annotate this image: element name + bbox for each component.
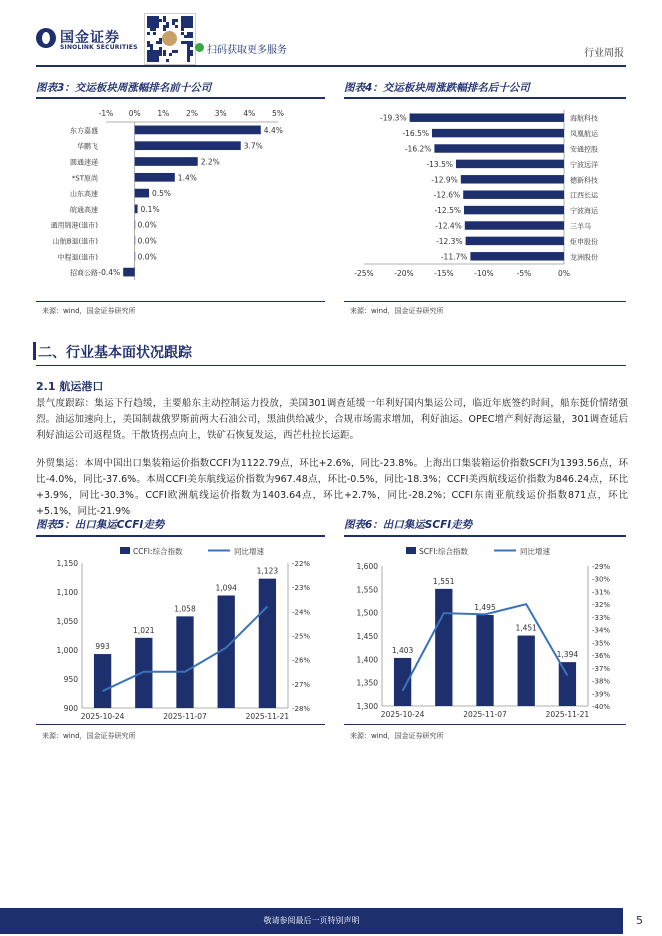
qr-module [169, 53, 172, 56]
x-tick-label: -1% [98, 109, 114, 118]
bar [466, 237, 564, 245]
bar-value-label: 1,495 [474, 603, 496, 612]
left-tick-label: 1,400 [356, 655, 378, 665]
x-tick-label: -15% [434, 269, 454, 278]
section-title: 二、行业基本面状况跟踪 [38, 345, 192, 361]
x-tick-label: -5% [516, 269, 532, 278]
left-tick-label: 1,450 [356, 632, 378, 641]
data-label: 3.7% [243, 141, 263, 151]
right-tick-label: -25% [292, 632, 311, 641]
data-label: -0.4% [98, 268, 121, 278]
category-label: 江西长运 [570, 191, 598, 200]
legend-line-label: 同比增速 [520, 547, 550, 556]
footer-disclaimer[interactable]: 敬请参阅最后一页特别声明 [263, 916, 360, 925]
category-label: 东方嘉盛 [70, 126, 98, 135]
data-label: -12.9% [431, 175, 458, 185]
qr-module [166, 59, 169, 62]
fig3-source: 来源：wind，国金证券研究所 [42, 307, 136, 315]
x-tick-label: 2025-11-07 [163, 712, 207, 721]
x-tick-label: 4% [243, 109, 256, 118]
bar [434, 144, 564, 152]
fig5-bottom-rule [36, 724, 325, 725]
x-tick-label: 2025-10-24 [80, 712, 125, 721]
right-tick-label: -28% [292, 705, 311, 713]
bar [470, 252, 564, 260]
right-tick-label: -33% [592, 613, 611, 622]
data-label: 0.0% [137, 252, 157, 262]
bar-value-label: 1,021 [133, 625, 155, 635]
bar-value-label: 1,094 [215, 583, 237, 593]
category-label: *ST原尚 [71, 174, 98, 183]
data-label: -12.3% [436, 236, 463, 246]
fig5-chart [36, 538, 326, 722]
right-tick-label: -35% [592, 639, 611, 648]
bar [559, 662, 576, 706]
data-label: -19.3% [380, 113, 407, 123]
data-label: 0.5% [152, 189, 172, 199]
bar-value-label: 1,403 [391, 645, 414, 655]
qr-module [175, 25, 178, 28]
right-tick-label: -39% [592, 690, 611, 699]
right-tick-label: -23% [292, 584, 311, 593]
legend-bar-swatch [406, 547, 416, 554]
category-label: 宁波海运 [570, 207, 598, 216]
data-label: -11.7% [440, 252, 468, 262]
x-tick-label: 2025-11-21 [245, 712, 290, 721]
left-tick-label: 1,350 [356, 678, 378, 688]
category-label: 中程退(退市) [57, 253, 98, 262]
x-tick-label: 2025-10-24 [380, 710, 425, 719]
category-label: 德新科技 [570, 176, 598, 185]
data-label: 0.0% [137, 220, 157, 230]
scan-qr-caption: 扫码获取更多服务 [207, 45, 287, 56]
x-tick-label: -25% [354, 269, 374, 278]
qr-module [190, 53, 193, 56]
x-tick-label: 3% [214, 109, 227, 118]
fig3-title: 图表3：交运板块周涨幅排名前十公司 [36, 82, 212, 94]
header-divider [36, 65, 626, 67]
qr-module [175, 19, 178, 22]
fig6-title: 图表6：出口集运SCFI走势 [344, 519, 473, 531]
right-tick-label: -26% [292, 656, 311, 665]
bar [394, 658, 411, 706]
category-label: 山航B退(退市) [52, 237, 98, 246]
paragraph-sentiment: 景气度跟踪：集运下行趋缓，主要船东主动控制运力投放，美国301调查延缓一年利好国内集运公司，临近年底签约时间，船东挺价情绪强烈。油运加速向上，美国制裁俄罗斯前两大石油公司，黑油供给减少，合规市场需求增加，利好油运。OPEC增产利好海运量，301调查延后利好油运公司返程货。干散货拐点向上，铁矿石恢复发运，西芒杜拉长运距。 [36, 398, 628, 441]
bar [176, 616, 193, 708]
right-tick-label: -34% [592, 626, 611, 635]
section-divider [36, 365, 626, 366]
bar-value-label: 1,058 [174, 604, 196, 614]
data-label: -12.6% [433, 190, 461, 200]
right-tick-label: -30% [592, 575, 611, 584]
x-tick-label: -10% [474, 269, 494, 278]
data-label: 1.4% [177, 173, 197, 183]
bar [463, 190, 564, 198]
data-label: 4.4% [263, 125, 283, 135]
bar [456, 160, 564, 168]
data-label: -16.5% [402, 129, 429, 139]
qr-module [147, 32, 150, 35]
qr-module [190, 25, 193, 28]
qr-center-logo-icon [162, 31, 177, 46]
x-tick-label: 1% [157, 109, 170, 118]
left-tick-label: 1,050 [56, 617, 78, 626]
right-tick-label: -22% [292, 560, 311, 568]
left-tick-label: 1,500 [356, 608, 378, 618]
data-label: 0.1% [140, 204, 160, 214]
x-tick-label: 5% [272, 109, 284, 118]
bar [135, 173, 175, 182]
data-label: 0.0% [137, 236, 157, 246]
category-label: 圆通速递 [70, 158, 98, 167]
bar [135, 141, 241, 150]
right-tick-label: -38% [592, 677, 611, 686]
qr-module [156, 59, 159, 62]
bar [476, 615, 493, 706]
category-label: 山东高速 [70, 190, 98, 199]
qr-module [153, 32, 156, 35]
bar [135, 157, 198, 166]
left-tick-label: 950 [63, 675, 78, 684]
right-tick-label: -36% [592, 652, 611, 661]
fig5-title: 图表5：出口集运CCFI走势 [36, 519, 165, 531]
bar [465, 221, 564, 229]
report-type-label: 行业周报 [584, 48, 624, 59]
legend-bar-label: CCFI:综合指数 [133, 547, 183, 556]
data-label: -13.5% [426, 159, 453, 169]
right-tick-label: -27% [292, 680, 311, 689]
left-tick-label: 1,600 [356, 562, 378, 571]
qr-module [190, 35, 193, 38]
bar [135, 236, 136, 245]
left-tick-label: 1,150 [56, 559, 78, 568]
left-tick-label: 900 [63, 704, 78, 713]
bar [135, 189, 149, 198]
brand-name-en: SINOLINK SECURITIES [60, 44, 138, 51]
right-tick-label: -24% [292, 608, 311, 617]
bar [135, 220, 136, 229]
bar [135, 205, 138, 214]
data-label: 2.2% [200, 157, 220, 167]
bar-value-label: 993 [95, 642, 110, 652]
qr-module [166, 25, 169, 28]
bar-value-label: 1,394 [556, 650, 579, 660]
fig4-bottom-rule [344, 301, 626, 302]
qr-module [187, 59, 190, 62]
category-label: 海航科技 [570, 114, 598, 123]
category-label: 皖通高速 [70, 205, 98, 214]
category-label: 通用锦港(退市) [50, 221, 98, 230]
bar [123, 268, 134, 277]
bar [518, 636, 535, 706]
fig5-title-rule [36, 535, 325, 537]
qr-module [190, 44, 193, 47]
qr-module [156, 25, 159, 28]
bar [259, 579, 276, 708]
qr-module [163, 28, 166, 31]
fig6-chart [344, 538, 626, 722]
x-tick-label: 0% [558, 269, 570, 278]
right-tick-label: -31% [592, 588, 611, 597]
data-label: -12.5% [434, 206, 461, 216]
category-label: 华鹏飞 [77, 142, 98, 151]
bar [135, 638, 152, 708]
bar [135, 252, 136, 261]
subsection-title: 2.1 航运港口 [36, 380, 104, 393]
bar [435, 589, 452, 706]
fig3-chart [36, 100, 326, 300]
legend-line-label: 同比增速 [234, 547, 264, 556]
category-label: 宁波远洋 [570, 160, 598, 169]
fig6-bottom-rule [344, 724, 626, 725]
bar [135, 126, 261, 135]
left-tick-label: 1,000 [56, 646, 78, 655]
sinolink-logo-icon [36, 28, 56, 48]
fig4-source: 来源：wind，国金证券研究所 [350, 307, 444, 315]
bar [410, 113, 564, 121]
legend-bar-label: SCFI:综合指数 [419, 547, 469, 556]
x-tick-label: 2025-11-21 [545, 710, 590, 719]
qr-module [159, 41, 162, 44]
category-label: 凤凰航运 [570, 130, 598, 139]
wechat-icon [195, 43, 204, 52]
fig6-source: 来源：wind，国金证券研究所 [350, 732, 444, 740]
right-tick-label: -29% [592, 563, 611, 571]
fig3-title-rule [36, 97, 325, 99]
bar-value-label: 1,551 [433, 576, 455, 586]
right-tick-label: -32% [592, 601, 611, 610]
section-marker [33, 342, 36, 360]
category-label: 三羊马 [570, 222, 591, 231]
bar [464, 206, 564, 214]
x-tick-label: -20% [394, 269, 414, 278]
bar [461, 175, 564, 183]
category-label: 安通控股 [570, 145, 598, 154]
right-tick-label: -37% [592, 664, 611, 673]
fig6-title-rule [344, 535, 626, 537]
bar-value-label: 1,451 [515, 623, 537, 633]
x-tick-label: 2025-11-07 [463, 710, 507, 719]
fig4-title: 图表4：交运板块周涨跌幅排名后十公司 [344, 82, 530, 94]
left-tick-label: 1,300 [356, 702, 378, 711]
left-tick-label: 1,100 [56, 588, 78, 597]
x-tick-label: 0% [128, 109, 141, 118]
left-tick-label: 1,550 [356, 585, 378, 595]
bar [94, 654, 111, 708]
right-tick-label: -40% [592, 703, 611, 711]
data-label: -12.4% [435, 221, 462, 231]
brand-name-cn: 国金证券 [60, 30, 120, 46]
fig4-title-rule [344, 97, 626, 99]
category-label: 龙洲股份 [570, 253, 598, 262]
legend-bar-swatch [120, 547, 130, 554]
page-number: 5 [636, 914, 643, 927]
data-label: -16.2% [404, 144, 432, 154]
fig5-source: 来源：wind，国金证券研究所 [42, 732, 136, 740]
x-tick-label: 2% [186, 109, 198, 118]
bar [432, 129, 564, 137]
fig3-bottom-rule [36, 301, 325, 302]
bar-value-label: 1,123 [256, 566, 279, 576]
qr-code-icon[interactable] [144, 13, 196, 65]
category-label: 招商公路 [70, 269, 98, 278]
paragraph-container-freight: 外贸集运：本周中国出口集装箱运价指数CCFI为1122.79点，环比+2.6%，同比-23.8%。上海出口集装箱运价指数SCFI为1393.56点，环比-4.0%，同比-37.6%。本周CCFI美东航线运价指数为967.48点，环比-0.5%，同比-18.3%；CCFI美西航线运价指数为846.24点，环比+3.9%，同比-30.3%。CCFI欧洲航线运价指数为1403.64点，环比+2.7%，同比-28.2%；CCFI东南亚航线运价指数871点，环比+5.1%，同比-21.9% [36, 458, 628, 517]
qr-module [163, 53, 166, 56]
fig4-chart [344, 100, 626, 300]
category-label: 炬申股份 [570, 237, 598, 246]
qr-module [175, 50, 178, 53]
